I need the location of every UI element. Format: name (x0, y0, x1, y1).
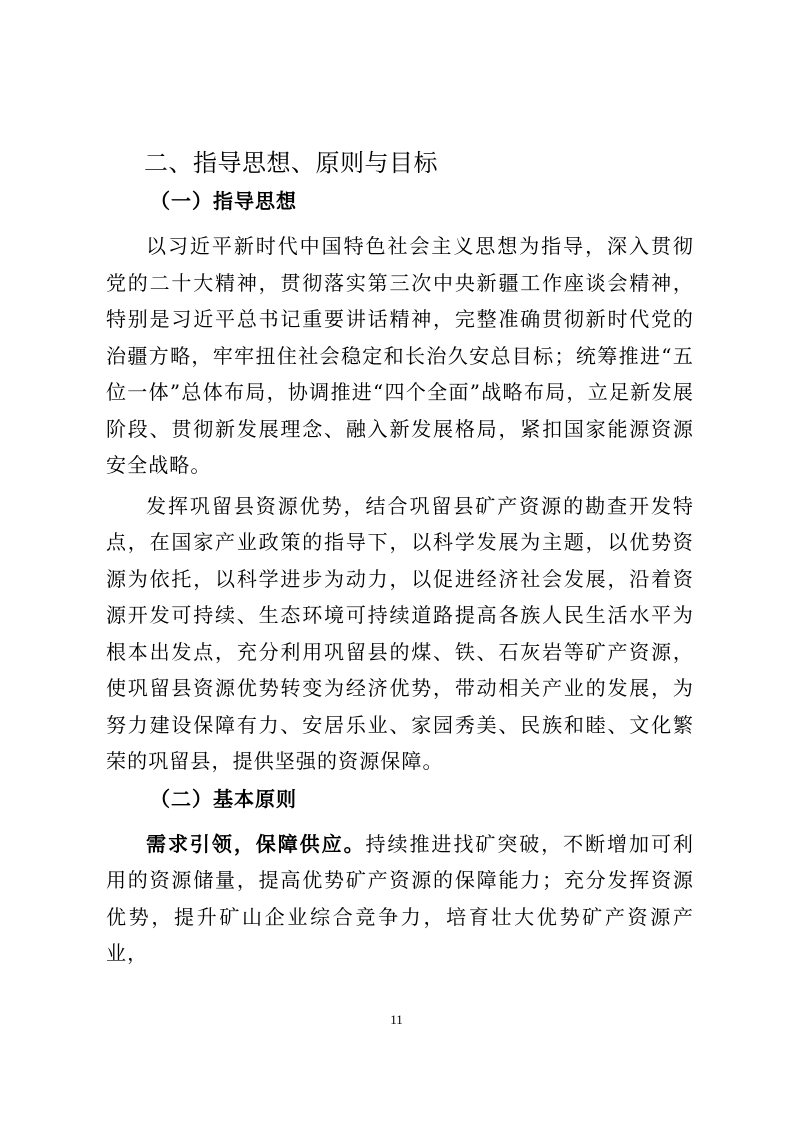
principle-text: 持续推进找矿突破，不断增加可利用的资源储量，提高优势矿产资源的保障能力；充分发挥资源优势，提升矿山企业综合竞争力，培育壮大优势矿产资源产业， (106, 831, 695, 965)
paragraph-principle-1 (106, 826, 694, 972)
paragraph-guiding-ideology-1: 以习近平新时代中国特色社会主义思想为指导，深入贯彻党的二十大精神，贯彻落实第三次中央新疆工作座谈会精神，特别是习近平总书记重要讲话精神，完整准确贯彻新时代党的治疆方略，牢牢扭住社会稳定和长治久安总目标；统筹推进“五位一体”总体布局，协调推进“四个全面”战略布局，立足新发展阶段、贯彻新发展理念、融入新发展格局，紧扣国家能源资源安全战略。 (106, 234, 694, 477)
subsection-title-basic-principles: （二）基本原则 (150, 786, 297, 811)
subsection-title-guiding-ideology: （一）指导思想 (150, 189, 297, 213)
paragraph-guiding-ideology-2: 发挥巩留县资源优势，结合巩留县矿产资源的勘查开发特点，在国家产业政策的指导下，以科学发展为主题，以优势资源为依托，以科学进步为动力，以促进经济社会发展，沿着资源开发可持续、生态环境可持续道路提高各族人民生活水平为根本出发点，充分利用巩留县的煤、铁、石灰岩等矿产资源，使巩留县资源优势转变为经济优势，带动相关产业的发展，为努力建设保障有力、安居乐业、家园秀美、民族和睦、文化繁荣的巩留县，提供坚强的资源保障。 (106, 493, 694, 773)
principle-lead: 需求引领，保障供应。 (146, 831, 366, 856)
page-content (106, 148, 694, 972)
page-number: 11 (390, 1012, 403, 1027)
section-title: 二、指导思想、原则与目标 (144, 149, 438, 177)
